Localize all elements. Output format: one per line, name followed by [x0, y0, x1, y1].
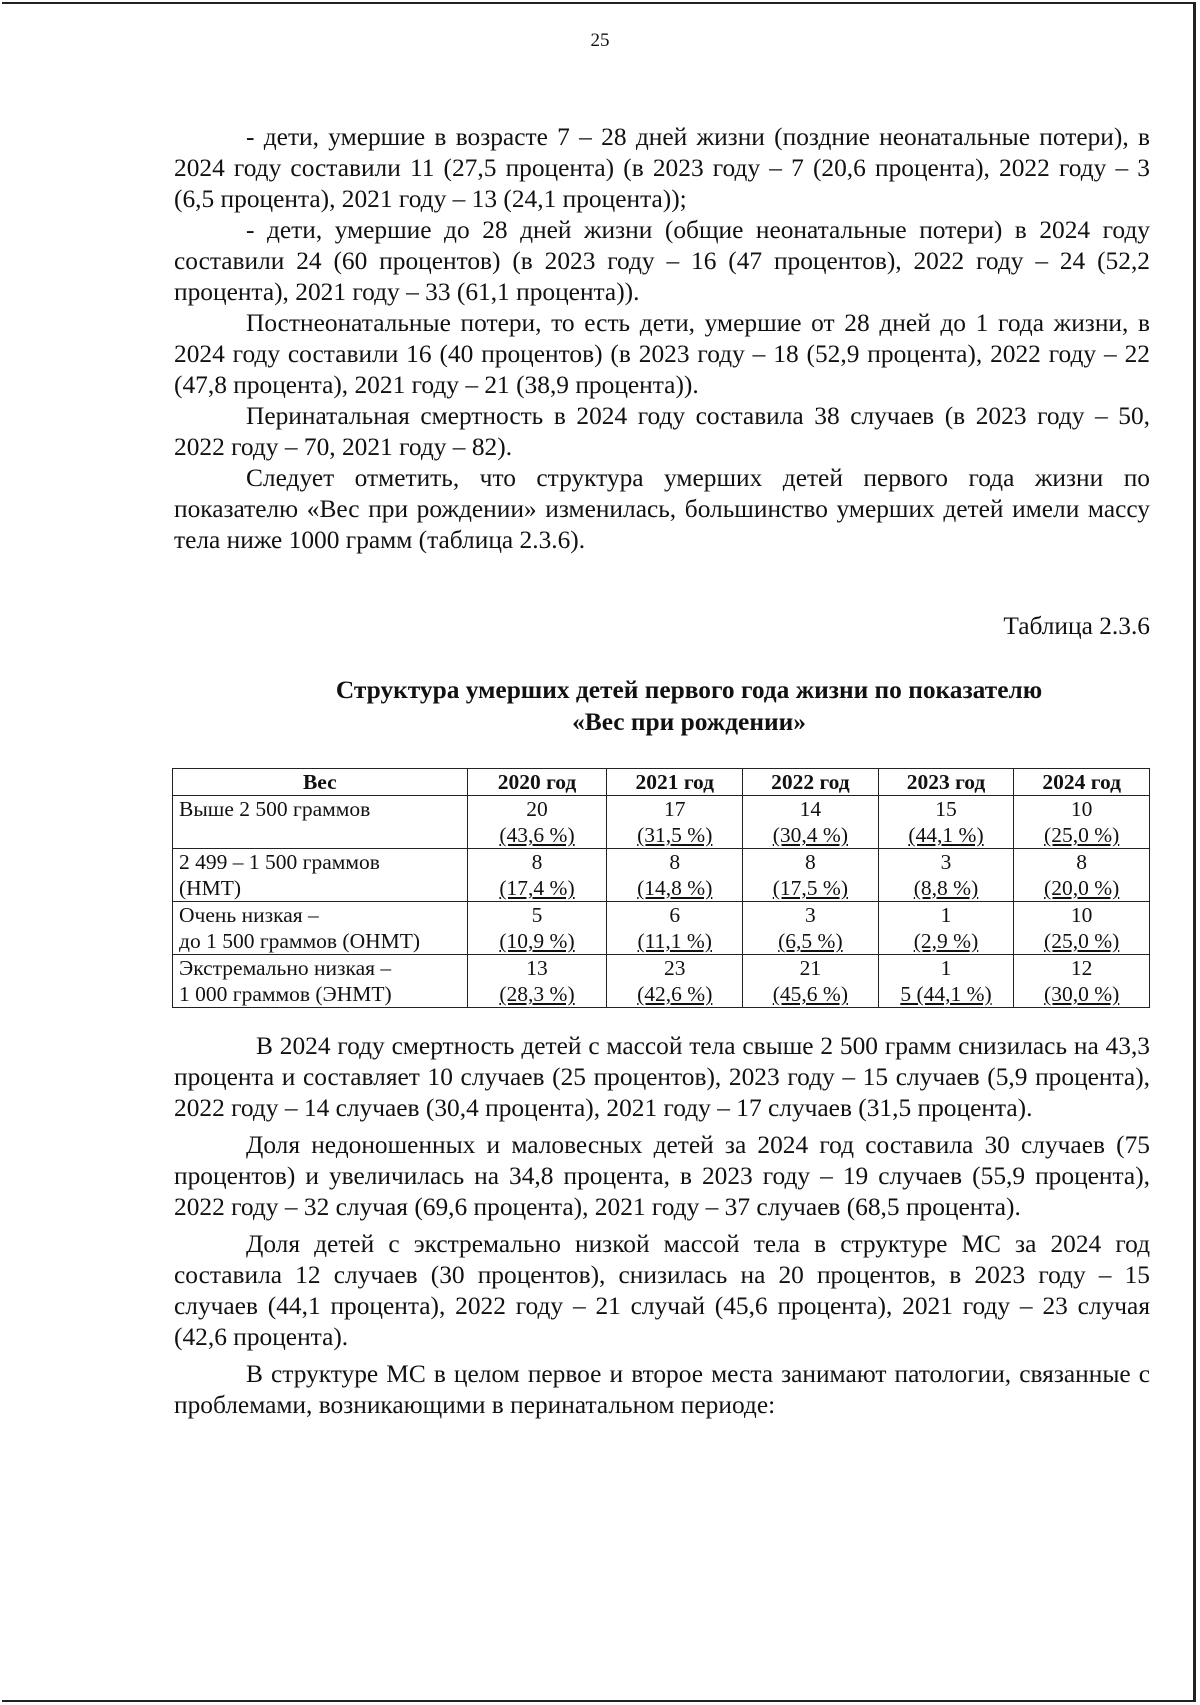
row-label-line-1: 2 499 – 1 500 граммов: [179, 850, 380, 874]
header-2024: 2024 год: [1014, 769, 1150, 796]
header-2021: 2021 год: [607, 769, 743, 796]
cell-value: 20: [526, 797, 548, 821]
cell-percent: (11,1 %): [637, 929, 712, 953]
body-text-bottom: [174, 1031, 1150, 1421]
cell-value: 8: [669, 850, 681, 874]
row-label-line-2: (НМТ): [179, 876, 242, 900]
table-row: [173, 796, 1150, 849]
weight-table: [172, 768, 1150, 1008]
paragraph-weight-structure: Следует отметить, что структура умерших детей первого года жизни по показателю «Вес при рождении» изменилась, большинство умерших детей имели массу тела ниже 1000 грамм (таблица 2.3.6).: [174, 464, 1150, 554]
cell-value: 1: [940, 956, 952, 980]
table-cell: [743, 955, 879, 1008]
cell-percent: (14,8 %): [637, 876, 713, 900]
cell-value: 17: [664, 797, 686, 821]
cell-value: 8: [805, 850, 816, 874]
cell-percent: (17,4 %): [499, 876, 575, 900]
row-label-line-2: 1 000 граммов (ЭНМТ): [179, 982, 392, 1006]
table-title: [174, 674, 1150, 738]
page-number: 25: [590, 30, 610, 51]
cell-value: 23: [664, 956, 686, 980]
cell-percent: (6,5 %): [778, 929, 843, 953]
header-weight: Вес: [173, 769, 468, 796]
cell-value: 10: [1070, 903, 1093, 927]
table-title-line-1: Структура умерших детей первого года жизни по показателю: [335, 676, 1043, 704]
cell-percent: (8,8 %): [913, 876, 979, 900]
table-cell: [467, 796, 607, 849]
cell-percent: (25,0 %): [1044, 823, 1120, 847]
table-cell: [607, 796, 743, 849]
cell-value: 10: [1070, 797, 1093, 821]
cell-percent: (10,9 %): [499, 929, 575, 953]
paragraph-premature-lowweight: Доля недоношенных и маловесных детей за 2024 год составила 30 случаев (75 процентов) и увеличилась на 34,8 процента, в 2023 году – 19 случаев (55,9 процента), 2022 году – 32 случая (69,6 процента), 2021 году – 37 случаев (68,5 процента).: [174, 1131, 1150, 1221]
cell-percent: (30,0 %): [1044, 982, 1120, 1006]
cell-percent: (42,6 %): [637, 982, 713, 1006]
paragraph-above-2500: В 2024 году смертность детей с массой тела свыше 2 500 грамм снизилась на 43,3 процента и составляет 10 случаев (25 процентов), 2023 году – 15 случаев (5,9 процента), 2022 году – 14 случаев (30,4 процента), 2021 году – 17 случаев (31,5 процента).: [174, 1032, 1150, 1122]
table-row: [173, 955, 1150, 1008]
cell-value: 8: [531, 850, 543, 874]
table-cell: [878, 849, 1014, 902]
cell-value: 15: [935, 797, 957, 821]
cell-percent: (44,1 %): [908, 823, 984, 847]
table-cell: [467, 849, 607, 902]
table-caption: Таблица 2.3.6: [1003, 612, 1150, 640]
paragraph-total-neonatal: - дети, умершие до 28 дней жизни (общие неонатальные потери) в 2024 году составили 24 (60 процентов) (в 2023 году – 16 (47 процентов), 2022 году – 24 (52,2 процента), 2021 году – 33 (61,1 процента)).: [174, 216, 1150, 306]
row-label: [173, 902, 468, 955]
cell-value: 1: [940, 903, 952, 927]
row-label: [173, 955, 468, 1008]
cell-percent: (30,4 %): [772, 823, 848, 847]
table-cell: [743, 796, 879, 849]
paragraph-extremely-low: Доля детей с экстремально низкой массой тела в структуре МС за 2024 год составила 12 случаев (30 процентов), снизилась на 20 процентов, в 2023 году – 15 случаев (44,1 процента), 2022 году – 21 случай (45,6 процента), 2021 году – 23 случая (42,6 процента).: [174, 1230, 1150, 1351]
cell-percent: (45,6 %): [772, 982, 848, 1006]
cell-value: 5: [531, 903, 543, 927]
cell-value: 8: [1076, 850, 1088, 874]
cell-percent: (25,0 %): [1044, 929, 1120, 953]
cell-value: 13: [526, 956, 548, 980]
row-label-line-2: до 1 500 граммов (ОНМТ): [179, 929, 421, 953]
table-title-line-2: «Вес при рождении»: [572, 708, 806, 736]
table-cell: [467, 955, 607, 1008]
paragraph-late-neonatal: - дети, умершие в возрасте 7 – 28 дней жизни (поздние неонатальные потери), в 2024 году составили 11 (27,5 процента) (в 2023 году – 7 (20,6 процента), 2022 году – 3 (6,5 процента), 2021 году – 13 (24,1 процента));: [174, 123, 1150, 213]
row-label: [173, 796, 468, 849]
table-cell: [743, 849, 879, 902]
table-cell: [878, 796, 1014, 849]
cell-percent: (31,5 %): [637, 823, 713, 847]
table-cell: [607, 849, 743, 902]
row-label-line-1: Очень низкая –: [179, 903, 319, 927]
table-cell: [607, 955, 743, 1008]
cell-value: 21: [799, 956, 822, 980]
table-cell: [1014, 796, 1150, 849]
table-header-row: [173, 769, 1150, 796]
row-label-line-1: Выше 2 500 граммов: [179, 797, 371, 821]
table-cell: [1014, 902, 1150, 955]
cell-percent: (43,6 %): [499, 823, 575, 847]
table-row: [173, 849, 1150, 902]
paragraph-postneonatal: Постнеонатальные потери, то есть дети, умершие от 28 дней до 1 года жизни, в 2024 году составили 16 (40 процентов) (в 2023 году – 18 (52,9 процента), 2022 году – 22 (47,8 процента), 2021 году – 21 (38,9 процента)).: [174, 309, 1150, 399]
cell-percent: (2,9 %): [913, 929, 979, 953]
table-cell: [878, 955, 1014, 1008]
cell-value: 3: [940, 850, 952, 874]
cell-percent: (28,3 %): [499, 982, 575, 1006]
table-cell: [1014, 955, 1150, 1008]
header-2023: 2023 год: [878, 769, 1014, 796]
cell-value: 14: [799, 797, 822, 821]
header-2022: 2022 год: [743, 769, 879, 796]
cell-percent: (20,0 %): [1044, 876, 1120, 900]
paragraph-perinatal: Перинатальная смертность в 2024 году составила 38 случаев (в 2023 году – 50, 2022 году – 70, 2021 году – 82).: [174, 402, 1150, 461]
table-cell: [1014, 849, 1150, 902]
row-label-line-1: Экстремально низкая –: [179, 956, 392, 980]
cell-percent: 5 (44,1 %): [900, 982, 992, 1006]
header-2020: 2020 год: [467, 769, 607, 796]
table-cell: [743, 902, 879, 955]
table-cell: [878, 902, 1014, 955]
cell-value: 3: [805, 903, 816, 927]
row-label: [173, 849, 468, 902]
table-cell: [607, 902, 743, 955]
paragraph-ms-structure: В структуре МС в целом первое и второе места занимают патологии, связанные с проблемами, возникающими в перинатальном периоде:: [174, 1360, 1150, 1419]
table-row: [173, 902, 1150, 955]
cell-value: 12: [1070, 956, 1093, 980]
cell-value: 6: [669, 903, 681, 927]
body-text-top: [174, 122, 1150, 556]
cell-percent: (17,5 %): [772, 876, 848, 900]
table-cell: [467, 902, 607, 955]
